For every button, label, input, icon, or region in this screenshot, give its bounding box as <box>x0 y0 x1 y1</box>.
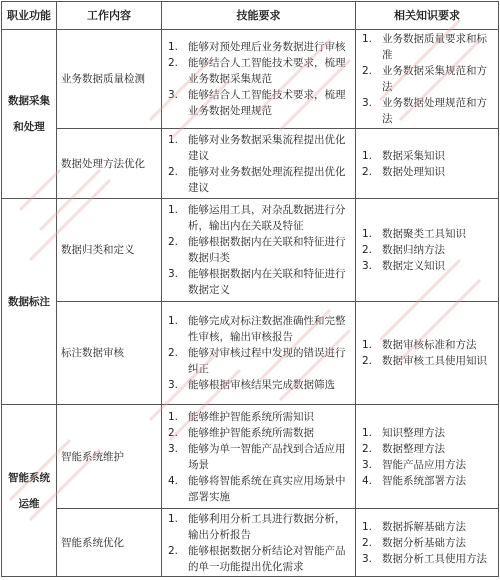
list-item: 2. 能够对审核过程中发现的错误进行纠正 <box>168 347 346 375</box>
list-item: 1. 能够对业务数据采集流程提出优化建议 <box>168 133 346 162</box>
skills-cell <box>162 30 356 129</box>
list-item: 2. 数据整理方法 <box>362 442 445 455</box>
list-item: 2. 业务数据采集规范和方法 <box>362 65 487 93</box>
table-row <box>2 199 499 302</box>
knowledge-list <box>360 425 494 489</box>
list-item: 2. 能够维护智能系统所需数据 <box>168 426 314 439</box>
list-item: 2. 能够结合人工智能技术要求，梳理业务数据采集规范 <box>168 57 346 85</box>
knowledge-cell <box>356 405 499 509</box>
list-item: 2. 能够根据数据内在关联和特征进行数据归类 <box>168 236 346 264</box>
knowledge-cell <box>356 509 499 577</box>
knowledge-list <box>360 337 494 369</box>
list-item: 2. 数据分析基础方法 <box>362 536 466 549</box>
list-item: 1. 数据聚类工具知识 <box>362 228 466 240</box>
skills-list <box>166 409 351 505</box>
list-item: 1. 能够运用工具，对杂乱数据进行分析，输出内在关联及特征 <box>168 204 346 232</box>
list-item: 2. 数据归纳方法 <box>362 244 445 256</box>
skills-cell <box>162 302 356 405</box>
knowledge-list <box>360 226 494 274</box>
function-cell: 数据标注 <box>2 199 57 405</box>
list-item: 3. 能够根据审核结果完成数据筛选 <box>168 379 335 391</box>
list-item: 1. 数据审核标准和方法 <box>362 339 477 351</box>
skills-cell <box>162 509 356 577</box>
work-content-cell: 智能系统维护 <box>57 405 162 509</box>
list-item: 2. 能够根据数据分析结论对智能产品的单一功能提出优化需求 <box>168 544 346 573</box>
knowledge-cell <box>356 129 499 199</box>
list-item: 3. 能够根据数据内在关联和特征进行数据定义 <box>168 268 346 296</box>
work-content-cell: 数据处理方法优化 <box>57 129 162 199</box>
skills-list <box>166 132 351 196</box>
function-cell: 智能系统运维 <box>2 405 57 577</box>
knowledge-cell <box>356 302 499 405</box>
skills-cell <box>162 129 356 199</box>
list-item: 3. 数据定义知识 <box>362 260 445 272</box>
table-row <box>2 302 499 405</box>
knowledge-cell <box>356 199 499 302</box>
function-cell: 数据采集和处理 <box>2 30 57 199</box>
work-content-cell: 标注数据审核 <box>57 302 162 405</box>
list-item: 3. 业务数据处理规范和方法 <box>362 97 487 125</box>
table-row <box>2 129 499 199</box>
list-item: 3. 能够为单一智能产品找到合适应用场景 <box>168 442 346 471</box>
list-item: 2. 数据处理知识 <box>362 165 445 178</box>
knowledge-list <box>360 519 494 567</box>
list-item: 1. 业务数据质量要求和标准 <box>362 33 487 61</box>
header-row <box>2 2 499 30</box>
header-function: 职业功能 <box>2 2 57 30</box>
list-item: 3. 能够结合人工智能技术要求，梳理业务数据处理规范 <box>168 89 346 117</box>
work-content-cell: 智能系统优化 <box>57 509 162 577</box>
skills-list <box>166 511 351 575</box>
knowledge-cell <box>356 30 499 129</box>
skills-cell <box>162 199 356 302</box>
list-item: 1. 数据采集知识 <box>362 149 445 162</box>
list-item: 4. 能够将智能系统在真实应用场景中部署实施 <box>168 474 346 503</box>
skills-list <box>166 39 351 119</box>
work-content-cell: 业务数据质量检测 <box>57 30 162 129</box>
table-row <box>2 30 499 129</box>
list-item: 1. 能够对预处理后业务数据进行审核 <box>168 41 346 53</box>
list-item: 1. 数据拆解基础方法 <box>362 520 466 533</box>
list-item: 3. 数据分析工具使用方法 <box>362 552 487 565</box>
skills-list <box>166 202 351 298</box>
table-row <box>2 509 499 577</box>
skills-cell <box>162 405 356 509</box>
list-item: 2. 数据审核工具使用知识 <box>362 355 487 367</box>
list-item: 1. 能够完成对标注数据准确性和完整性审核，输出审核报告 <box>168 315 346 343</box>
header-work: 工作内容 <box>57 2 162 30</box>
list-item: 3. 智能产品应用方法 <box>362 458 466 471</box>
list-item: 1. 知识整理方法 <box>362 426 445 439</box>
header-knowledge: 相关知识要求 <box>356 2 499 30</box>
skills-table <box>1 1 499 577</box>
skills-list <box>166 313 351 393</box>
header-skills: 技能要求 <box>162 2 356 30</box>
list-item: 1. 能够利用分析工具进行数据分析，输出分析报告 <box>168 512 346 541</box>
list-item: 4. 智能系统部署方法 <box>362 474 466 487</box>
knowledge-list <box>360 31 494 127</box>
work-content-cell: 数据归类和定义 <box>57 199 162 302</box>
table-row <box>2 405 499 509</box>
list-item: 2. 能够对业务数据处理流程提出优化建议 <box>168 165 346 194</box>
knowledge-list <box>360 148 494 180</box>
list-item: 1. 能够维护智能系统所需知识 <box>168 410 314 423</box>
